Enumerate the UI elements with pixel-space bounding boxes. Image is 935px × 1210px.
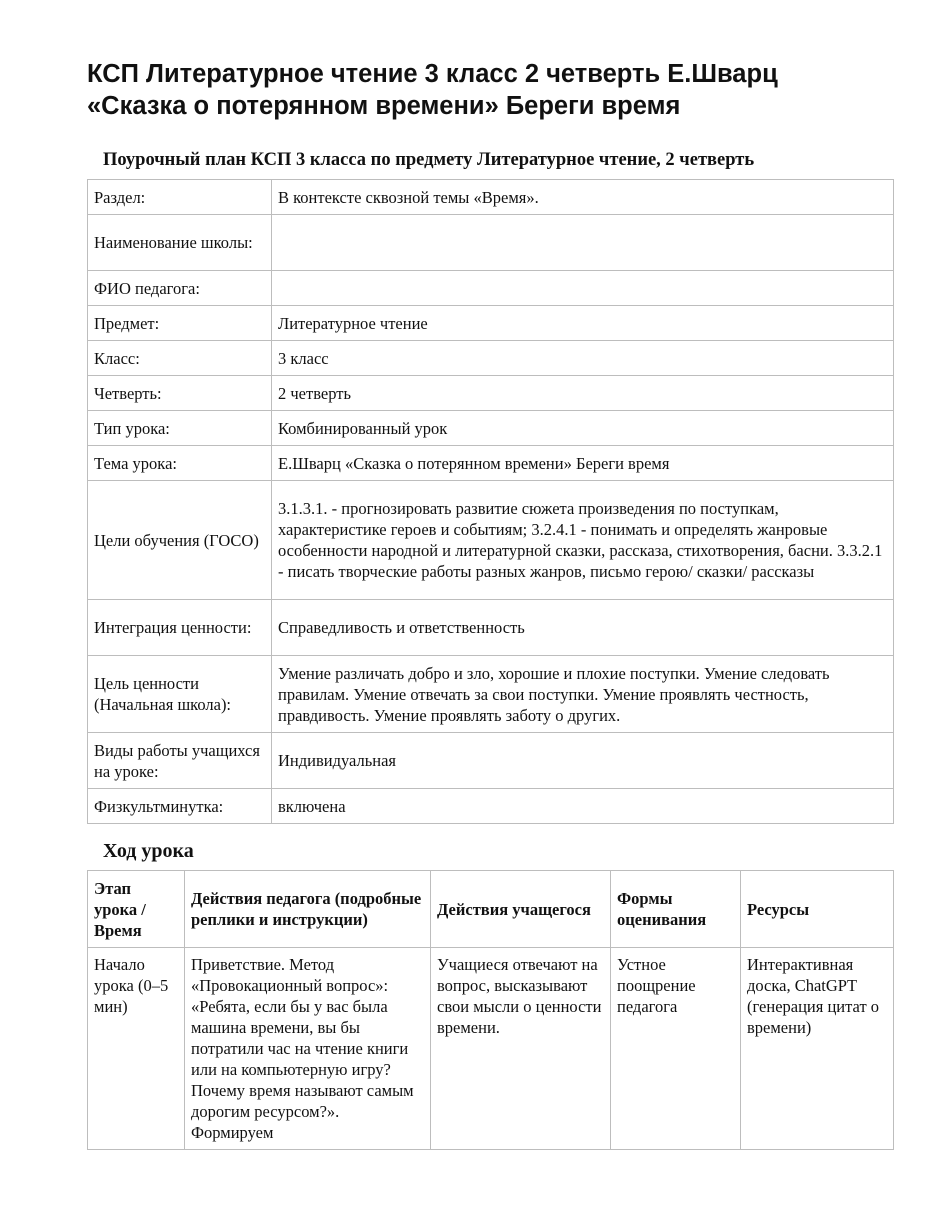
student-actions-cell: Учащиеся отвечают на вопрос, высказывают свои мысли о ценности времени. bbox=[431, 948, 611, 1150]
table-row bbox=[88, 656, 894, 733]
row-value: 2 четверть bbox=[272, 376, 894, 411]
row-value: включена bbox=[272, 789, 894, 824]
column-header-student-actions: Действия учащегося bbox=[431, 871, 611, 948]
row-value: В контексте сквозной темы «Время». bbox=[272, 180, 894, 215]
table-header-row bbox=[88, 871, 894, 948]
row-label: Цель ценности (Начальная школа): bbox=[88, 656, 272, 733]
table-row bbox=[88, 411, 894, 446]
row-value bbox=[272, 271, 894, 306]
table-row bbox=[88, 789, 894, 824]
stage-cell: Начало урока (0–5 мин) bbox=[88, 948, 185, 1150]
table-row bbox=[88, 600, 894, 656]
row-value: Справедливость и ответственность bbox=[272, 600, 894, 656]
table-row bbox=[88, 733, 894, 789]
table-row bbox=[88, 948, 894, 1150]
row-value: 3 класс bbox=[272, 341, 894, 376]
resources-cell: Интерактивная доска, ChatGPT (генерация цитат о времени) bbox=[741, 948, 894, 1150]
row-value: Е.Шварц «Сказка о потерянном времени» Береги время bbox=[272, 446, 894, 481]
row-label: Предмет: bbox=[88, 306, 272, 341]
table-row bbox=[88, 180, 894, 215]
lesson-flow-table bbox=[87, 870, 894, 1150]
row-value: Комбинированный урок bbox=[272, 411, 894, 446]
row-value bbox=[272, 215, 894, 271]
assessment-cell: Устное поощрение педагога bbox=[611, 948, 741, 1150]
document-title bbox=[87, 58, 887, 122]
table-row bbox=[88, 271, 894, 306]
row-value: Умение различать добро и зло, хорошие и плохие поступки. Умение следовать правилам. Умение отвечать за свои поступки. Умение проявлять честность, правдивость. Умение проявлять заботу о других. bbox=[272, 656, 894, 733]
lesson-flow-heading: Ход урока bbox=[103, 840, 194, 862]
column-header-teacher-actions: Действия педагога (подробные реплики и инструкции) bbox=[185, 871, 431, 948]
row-label: Тип урока: bbox=[88, 411, 272, 446]
row-value: Индивидуальная bbox=[272, 733, 894, 789]
table-row bbox=[88, 306, 894, 341]
row-value: Литературное чтение bbox=[272, 306, 894, 341]
row-label: Виды работы учащихся на уроке: bbox=[88, 733, 272, 789]
row-label: Класс: bbox=[88, 341, 272, 376]
row-label: ФИО педагога: bbox=[88, 271, 272, 306]
lesson-info-table bbox=[87, 179, 894, 824]
table-row bbox=[88, 446, 894, 481]
column-header-assessment: Формы оценивания bbox=[611, 871, 741, 948]
column-header-resources: Ресурсы bbox=[741, 871, 894, 948]
row-label: Наименование школы: bbox=[88, 215, 272, 271]
plan-heading: Поурочный план КСП 3 класса по предмету Литературное чтение, 2 четверть bbox=[103, 150, 755, 170]
table-row bbox=[88, 376, 894, 411]
table-row bbox=[88, 481, 894, 600]
table-row bbox=[88, 341, 894, 376]
row-label: Физкультминутка: bbox=[88, 789, 272, 824]
table-row bbox=[88, 215, 894, 271]
title-line-2: «Сказка о потерянном времени» Береги время bbox=[87, 92, 681, 120]
row-label: Интеграция ценности: bbox=[88, 600, 272, 656]
row-label: Четверть: bbox=[88, 376, 272, 411]
row-value: 3.1.3.1. - прогнозировать развитие сюжета произведения по поступкам, характеристике героев и событиям; 3.2.4.1 - понимать и определять жанровые особенности народной и литературной сказки, рассказа, стихотворения, басни. 3.3.2.1 - писать творческие работы разных жанров, письмо герою/ сказки/ рассказы bbox=[272, 481, 894, 600]
row-label: Цели обучения (ГОСО) bbox=[88, 481, 272, 600]
teacher-actions-cell: Приветствие. Метод «Провокационный вопрос»: «Ребята, если бы у вас была машина времени, вы бы потратили час на чтение книги или на компьютерную игру? Почему время называют самым дорогим ресурсом?». Формируем bbox=[185, 948, 431, 1150]
column-header-stage: Этап урока / Время bbox=[88, 871, 185, 948]
row-label: Тема урока: bbox=[88, 446, 272, 481]
title-line-1: КСП Литературное чтение 3 класс 2 четверть Е.Шварц bbox=[87, 60, 778, 88]
row-label: Раздел: bbox=[88, 180, 272, 215]
